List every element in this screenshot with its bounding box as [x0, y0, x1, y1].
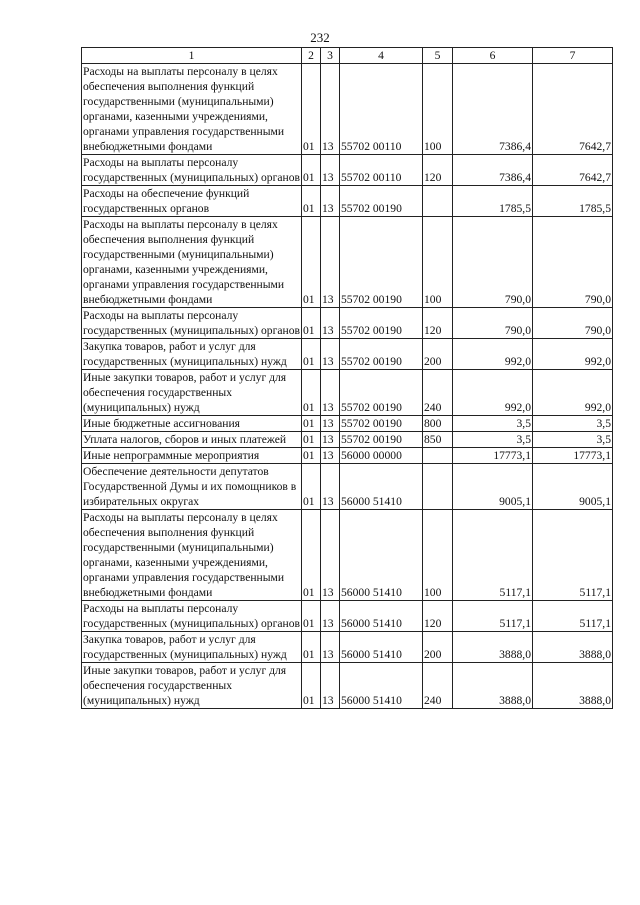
amount-year-2: 3888,0: [533, 632, 613, 663]
row-name: Иные закупки товаров, работ и услуг для обеспечения государственных (муниципальных) нужд: [82, 663, 302, 709]
table-row: [82, 510, 613, 601]
amount-year-2: 3,5: [533, 432, 613, 448]
amount-year-2: 1785,5: [533, 186, 613, 217]
subsection-code: 13: [321, 464, 340, 510]
expense-type-code: [423, 464, 453, 510]
target-article-code: 56000 51410: [340, 632, 423, 663]
amount-year-2: 17773,1: [533, 448, 613, 464]
section-code: 01: [302, 464, 321, 510]
expense-type-code: 850: [423, 432, 453, 448]
amount-year-1: 992,0: [453, 370, 533, 416]
amount-year-1: 790,0: [453, 217, 533, 308]
target-article-code: 55702 00190: [340, 416, 423, 432]
budget-table: [81, 47, 613, 709]
table-row: [82, 64, 613, 155]
section-code: 01: [302, 370, 321, 416]
expense-type-code: 200: [423, 339, 453, 370]
target-article-code: 55702 00110: [340, 155, 423, 186]
amount-year-1: 790,0: [453, 308, 533, 339]
section-code: 01: [302, 416, 321, 432]
table-row: [82, 308, 613, 339]
row-name: Иные непрограммные мероприятия: [82, 448, 302, 464]
table-row: [82, 370, 613, 416]
row-name: Обеспечение деятельности депутатов Государственной Думы и их помощников в избирательных округах: [82, 464, 302, 510]
column-header-6: 6: [453, 48, 533, 64]
table-row: [82, 186, 613, 217]
target-article-code: 55702 00190: [340, 217, 423, 308]
target-article-code: 55702 00190: [340, 339, 423, 370]
section-code: 01: [302, 217, 321, 308]
amount-year-2: 790,0: [533, 217, 613, 308]
row-name: Расходы на выплаты персоналу государственных (муниципальных) органов: [83, 309, 300, 337]
expense-type-code: [423, 448, 453, 464]
expense-type-code: 120: [423, 601, 453, 632]
row-name: Закупка товаров, работ и услуг для государственных (муниципальных) нужд: [82, 632, 302, 663]
table-row: [82, 432, 613, 448]
section-code: 01: [302, 64, 321, 155]
target-article-code: 55702 00190: [340, 186, 423, 217]
row-name: Иные бюджетные ассигнования: [82, 416, 302, 432]
target-article-code: 55702 00190: [340, 370, 423, 416]
expense-type-code: 120: [423, 308, 453, 339]
table-row: [82, 339, 613, 370]
target-article-code: 55702 00190: [340, 432, 423, 448]
target-article-code: 56000 51410: [340, 464, 423, 510]
table-row: [82, 464, 613, 510]
column-header-3: 3: [321, 48, 340, 64]
target-article-code: 56000 51410: [340, 601, 423, 632]
column-header-5: 5: [423, 48, 453, 64]
amount-year-1: 1785,5: [453, 186, 533, 217]
subsection-code: 13: [321, 339, 340, 370]
section-code: 01: [302, 632, 321, 663]
table-row: [82, 416, 613, 432]
table-row: [82, 663, 613, 709]
section-code: 01: [302, 432, 321, 448]
column-header-2: 2: [302, 48, 321, 64]
table-row: [82, 601, 613, 632]
amount-year-1: 3888,0: [453, 663, 533, 709]
row-name: Закупка товаров, работ и услуг для государственных (муниципальных) нужд: [82, 339, 302, 370]
subsection-code: 13: [321, 155, 340, 186]
amount-year-1: 3,5: [453, 416, 533, 432]
section-code: 01: [302, 186, 321, 217]
expense-type-code: 100: [423, 217, 453, 308]
amount-year-2: 5117,1: [533, 510, 613, 601]
expense-type-code: 100: [423, 510, 453, 601]
row-name: Расходы на выплаты персоналу в целях обеспечения выполнения функций государственными (муниципальными) органами, казенными учреждениями, органами управления государственными внебюджетными фондами: [82, 217, 302, 308]
subsection-code: 13: [321, 432, 340, 448]
amount-year-2: 7642,7: [533, 64, 613, 155]
subsection-code: 13: [321, 601, 340, 632]
row-name: Расходы на выплаты персоналу государственных (муниципальных) органов: [83, 602, 300, 630]
target-article-code: 56000 51410: [340, 663, 423, 709]
subsection-code: 13: [321, 416, 340, 432]
expense-type-code: 240: [423, 370, 453, 416]
page-number: 232: [310, 30, 330, 45]
column-header-4: 4: [340, 48, 423, 64]
amount-year-1: 7386,4: [453, 64, 533, 155]
target-article-code: 55702 00190: [340, 308, 423, 339]
amount-year-2: 7642,7: [533, 155, 613, 186]
row-name: Расходы на обеспечение функций государственных органов: [82, 186, 302, 217]
amount-year-2: 992,0: [533, 339, 613, 370]
amount-year-1: 5117,1: [453, 601, 533, 632]
row-name: Расходы на выплаты персоналу в целях обеспечения выполнения функций государственными (муниципальными) органами, казенными учреждениями, органами управления государственными внебюджетными фондами: [82, 510, 302, 601]
subsection-code: 13: [321, 308, 340, 339]
row-name: Уплата налогов, сборов и иных платежей: [82, 432, 302, 448]
target-article-code: 55702 00110: [340, 64, 423, 155]
expense-type-code: 200: [423, 632, 453, 663]
target-article-code: 56000 51410: [340, 510, 423, 601]
table-row: [82, 632, 613, 663]
subsection-code: 13: [321, 663, 340, 709]
row-name: Иные закупки товаров, работ и услуг для обеспечения государственных (муниципальных) нужд: [82, 370, 302, 416]
amount-year-2: 790,0: [533, 308, 613, 339]
amount-year-1: 992,0: [453, 339, 533, 370]
table-row: [82, 217, 613, 308]
table-header-row: [82, 48, 613, 64]
amount-year-1: 17773,1: [453, 448, 533, 464]
expense-type-code: 120: [423, 155, 453, 186]
subsection-code: 13: [321, 632, 340, 663]
row-name: Расходы на выплаты персоналу государственных (муниципальных) органов: [83, 156, 300, 184]
amount-year-1: 5117,1: [453, 510, 533, 601]
section-code: 01: [302, 601, 321, 632]
subsection-code: 13: [321, 448, 340, 464]
amount-year-1: 7386,4: [453, 155, 533, 186]
subsection-code: 13: [321, 186, 340, 217]
subsection-code: 13: [321, 510, 340, 601]
expense-type-code: 800: [423, 416, 453, 432]
section-code: 01: [302, 308, 321, 339]
section-code: 01: [302, 155, 321, 186]
subsection-code: 13: [321, 64, 340, 155]
section-code: 01: [302, 448, 321, 464]
amount-year-1: 3,5: [453, 432, 533, 448]
amount-year-2: 3888,0: [533, 663, 613, 709]
expense-type-code: [423, 186, 453, 217]
table-row: [82, 448, 613, 464]
amount-year-2: 992,0: [533, 370, 613, 416]
amount-year-2: 9005,1: [533, 464, 613, 510]
section-code: 01: [302, 510, 321, 601]
amount-year-2: 3,5: [533, 416, 613, 432]
row-name: Расходы на выплаты персоналу в целях обеспечения выполнения функций государственными (муниципальными) органами, казенными учреждениями, органами управления государственными внебюджетными фондами: [82, 64, 302, 155]
subsection-code: 13: [321, 217, 340, 308]
column-header-7: 7: [533, 48, 613, 64]
target-article-code: 56000 00000: [340, 448, 423, 464]
section-code: 01: [302, 339, 321, 370]
section-code: 01: [302, 663, 321, 709]
subsection-code: 13: [321, 370, 340, 416]
amount-year-1: 9005,1: [453, 464, 533, 510]
expense-type-code: 240: [423, 663, 453, 709]
expense-type-code: 100: [423, 64, 453, 155]
amount-year-2: 5117,1: [533, 601, 613, 632]
table-row: [82, 155, 613, 186]
column-header-1: 1: [82, 48, 302, 64]
amount-year-1: 3888,0: [453, 632, 533, 663]
